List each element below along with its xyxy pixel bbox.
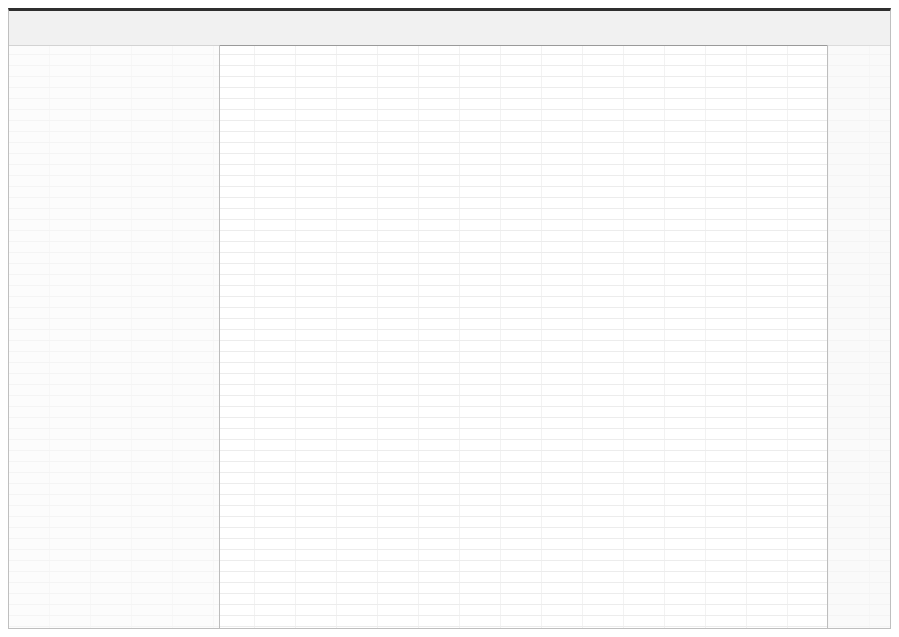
right-column-area xyxy=(827,45,890,628)
left-columns-area xyxy=(9,45,220,628)
header-area xyxy=(9,11,890,46)
table-area xyxy=(8,8,891,629)
